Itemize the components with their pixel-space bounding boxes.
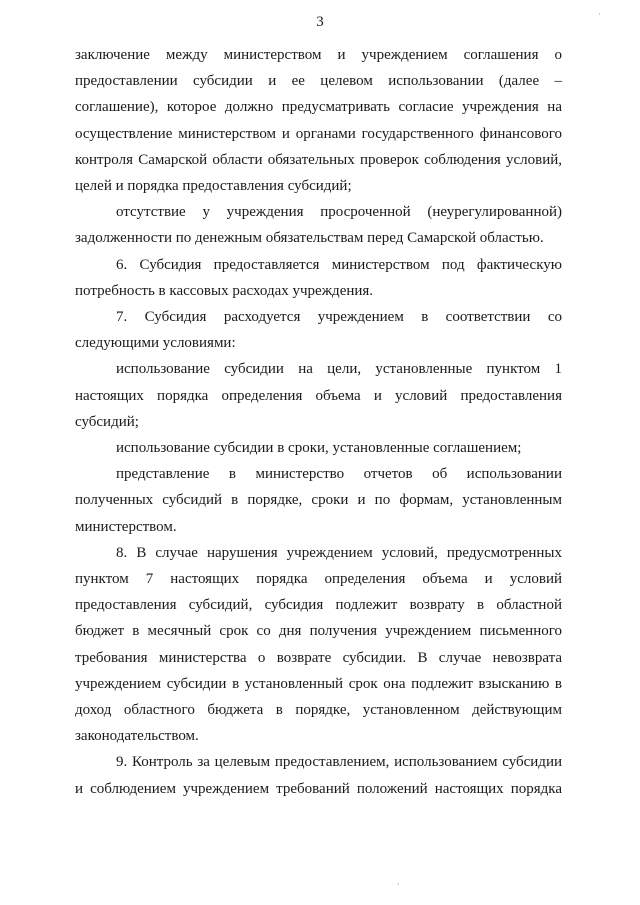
paragraph-item-7: 7. Субсидия расходуется учреждением в соответствии со следующими условиями: (75, 309, 562, 352)
paragraph-condition-terms: использование субсидии в сроки, установленные соглашением; (116, 440, 522, 457)
paragraph-condition-reports: представление в министерство отчетов об использовании полученных субсидий в порядке, сроки и по формам, установленным министерством. (75, 466, 562, 535)
paragraph-item-6: 6. Субсидия предоставляется министерством под фактическую потребность в кассовых расходах учреждения. (75, 256, 562, 299)
body-text (75, 42, 562, 802)
scan-speck: · (397, 880, 400, 889)
paragraph-item-9: 9. Контроль за целевым предоставлением, использованием субсидии и соблюдением учреждением требований положений настоящих порядка (75, 754, 562, 797)
scan-speck: · (598, 10, 601, 19)
paragraph-no-debt-condition: отсутствие у учреждения просроченной (неурегулированной) задолженности по денежным обязательствам перед Самарской областью. (75, 204, 562, 247)
paragraph-item-8: 8. В случае нарушения учреждением условий, предусмотренных пунктом 7 настоящих порядка определения объема и условий предоставления субсидий, субсидия подлежит возврату в областной бюджет в месячный срок со дня получения учреждением письменного требования министерства о возврате субсидии. В случае невозврата учреждением субсидии в установленный срок она подлежит взысканию в доход областного бюджета в порядке, установленном действующим законодательством. (75, 544, 562, 745)
paragraph-condition-purpose: использование субсидии на цели, установленные пунктом 1 настоящих порядка определения объема и условий предоставления субсидий; (75, 361, 562, 430)
page-number: 3 (316, 14, 324, 30)
paragraph-agreement-condition: заключение между министерством и учреждением соглашения о предоставлении субсидии и ее целевом использовании (далее – соглашение), которое должно предусматривать согласие учреждения на осуществление министерством и органами государственного финансового контроля Самарской области обязательных проверок соблюдения условий, целей и порядка предоставления субсидий; (75, 47, 562, 195)
